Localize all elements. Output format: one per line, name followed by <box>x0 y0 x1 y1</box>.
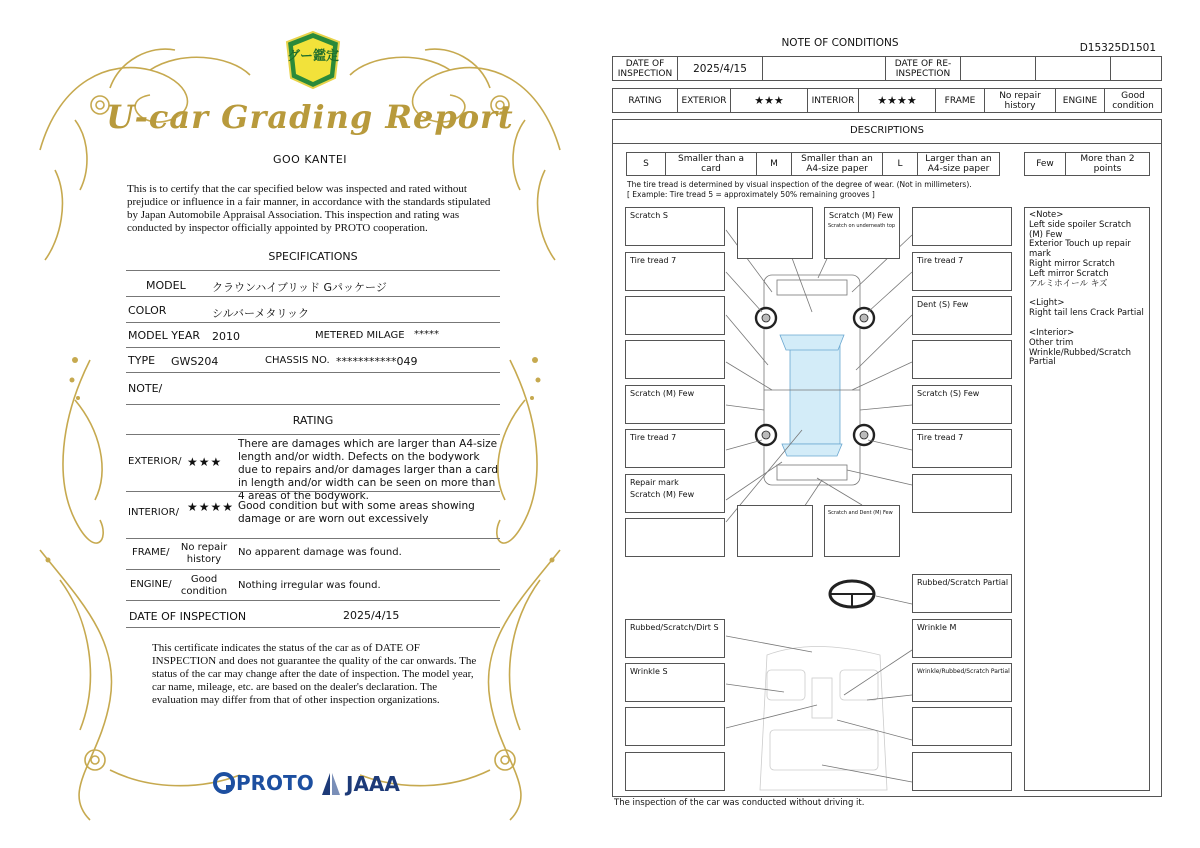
descriptions-heading: DESCRIPTIONS <box>612 119 1162 144</box>
exterior-box-l2: Tire tread 7 <box>625 252 725 291</box>
exterior-label: EXTERIOR <box>678 89 731 113</box>
interior-box-l1: Rubbed/Scratch/Dirt S <box>625 619 725 658</box>
interior-label: INTERIOR <box>808 89 859 113</box>
chassis-label: CHASSIS NO. <box>265 355 330 366</box>
light-item: Right tail lens Crack Partial <box>1029 308 1144 319</box>
note-item: Left mirror Scratch <box>1029 268 1109 279</box>
reinspection-value <box>961 57 1036 81</box>
exterior-box-b1 <box>737 505 813 557</box>
note-item: Left side spoiler Scratch (M) Few <box>1029 219 1132 240</box>
interior-stars: ★★★★ <box>187 500 235 514</box>
engine-label: ENGINE/ <box>130 579 172 590</box>
car-rear-bumper <box>777 465 847 480</box>
badge-text: グー鑑定 <box>286 49 340 64</box>
front-left-seat <box>767 670 805 700</box>
specifications-heading: SPECIFICATIONS <box>268 250 358 263</box>
interior-box-l3 <box>625 707 725 746</box>
inspection-date-table <box>612 56 1162 81</box>
exterior-box-r1: Tire tread 7 <box>912 252 1012 291</box>
light-heading: <Light> <box>1029 298 1065 309</box>
interior-label: INTERIOR/ <box>128 507 179 518</box>
frame-label: FRAME/ <box>132 547 170 558</box>
legend-few-desc: More than 2 points <box>1066 153 1150 176</box>
date-of-reinspection-label: DATE OF RE-INSPECTION <box>886 57 961 81</box>
engine-value: Good condition <box>1105 89 1162 113</box>
car-rear-window <box>782 444 842 456</box>
exterior-box-r3 <box>912 340 1012 379</box>
exterior-box-r5: Tire tread 7 <box>912 429 1012 468</box>
jaaa-logo-icon <box>320 771 342 797</box>
date-of-inspection-value: 2025/4/15 <box>343 609 400 622</box>
interior-box-l2: Wrinkle S <box>625 663 725 702</box>
exterior-box-t3: Scratch (M) Few Scratch on underneath top <box>824 207 900 259</box>
exterior-box-l4 <box>625 340 725 379</box>
interior-box-r4 <box>912 707 1012 746</box>
proto-logo <box>213 771 314 795</box>
size-legend <box>626 152 1000 176</box>
exterior-box-l1: Scratch S <box>625 207 725 246</box>
legend-m-desc: Smaller than an A4-size paper <box>792 153 883 176</box>
exterior-description: There are damages which are larger than A4-size length and/or width. Defects on the bodywork due to repairs and/or damages larger than a card in length and/or width can be seen on more than 4 areas of the bodywork. <box>238 438 498 502</box>
certificate-subtitle: GOO KANTEI <box>272 153 348 166</box>
jaaa-logo <box>320 771 400 797</box>
tire-example: [ Example: Tire tread 5 = approximately 50% remaining grooves ] <box>627 190 875 199</box>
exterior-box-l7: Repair mark Scratch (M) Few <box>625 474 725 513</box>
center-console <box>812 678 832 718</box>
rating-label: RATING <box>613 89 678 113</box>
blank-cell <box>1036 57 1111 81</box>
engine-value: Good condition <box>180 574 228 597</box>
frame-value: No repair history <box>180 542 228 565</box>
note-item: Right mirror Scratch <box>1029 258 1115 269</box>
car-windshield <box>780 335 844 350</box>
rating-table <box>612 88 1162 113</box>
few-legend <box>1024 152 1150 176</box>
legend-few: Few <box>1025 153 1066 176</box>
rear-bench-seat <box>770 730 878 770</box>
interior-heading: <Interior> <box>1029 327 1075 338</box>
exterior-label: EXTERIOR/ <box>128 456 182 467</box>
interior-box-r2: Wrinkle M <box>912 619 1012 658</box>
frame-description: No apparent damage was found. <box>238 547 402 558</box>
metered-mileage-label: METERED MILAGE <box>315 330 405 341</box>
model-year-value: 2010 <box>212 330 240 343</box>
proto-logo-text: PROTO <box>236 771 314 795</box>
exterior-stars: ★★★ <box>187 455 223 469</box>
exterior-box-t1 <box>737 207 813 259</box>
certificate-intro: This is to certify that the car specified below was inspected and rated without prejudice or influence in a fair manner, in accordance with the standards stipulated by Japan Automobile Appraisal Association. This inspection and rating was conducted by inspector officially appointed by PROTO cooperation. <box>127 183 491 234</box>
type-value: GWS204 <box>171 355 219 368</box>
exterior-box-r2: Dent (S) Few <box>912 296 1012 335</box>
interior-box-r5 <box>912 752 1012 791</box>
exterior-box-r6 <box>912 474 1012 513</box>
exterior-box-l8 <box>625 518 725 557</box>
blank-cell <box>763 57 886 81</box>
date-of-inspection-value: 2025/4/15 <box>678 57 763 81</box>
note-item: Exterior Touch up repair mark <box>1029 239 1131 260</box>
date-of-inspection-label: DATE OF INSPECTION <box>129 610 247 623</box>
exterior-stars: ★★★ <box>731 89 808 113</box>
note-heading: <Note> <box>1029 210 1064 220</box>
interior-stars: ★★★★ <box>859 89 936 113</box>
tire-note: The tire tread is determined by visual inspection of the degree of wear. (Not in millimeters). <box>627 180 972 189</box>
notes-panel <box>1024 207 1150 791</box>
note-label: NOTE/ <box>128 382 163 395</box>
legend-m: M <box>757 153 792 176</box>
date-of-inspection-label: DATE OF INSPECTION <box>613 57 678 81</box>
interior-item: Other trim <box>1029 337 1074 348</box>
metered-mileage-value: ***** <box>414 329 439 340</box>
note-item: アルミホイール キズ <box>1029 278 1108 289</box>
rating-heading: RATING <box>292 414 334 427</box>
exterior-box-b3: Scratch and Dent (M) Few <box>824 505 900 557</box>
type-label: TYPE <box>128 354 156 367</box>
legend-l: L <box>883 153 918 176</box>
legend-s-desc: Smaller than a card <box>666 153 757 176</box>
jaaa-logo-text: JAAA <box>346 772 400 796</box>
model-year-label: MODEL YEAR <box>128 329 201 342</box>
exterior-box-r4: Scratch (S) Few <box>912 385 1012 424</box>
model-value: クラウンハイブリッド Gパッケージ <box>212 281 387 294</box>
interior-description: Good condition but with some areas showing damage or are worn out excessively <box>238 500 475 525</box>
engine-description: Nothing irregular was found. <box>238 580 381 591</box>
chassis-value: ***********049 <box>336 355 418 368</box>
exterior-box-r0 <box>912 207 1012 246</box>
certificate-title: U-car Grading Report <box>106 98 514 136</box>
interior-item: Wrinkle/Rubbed/Scratch Partial <box>1029 347 1131 368</box>
frame-value: No repair history <box>985 89 1056 113</box>
proto-logo-icon <box>213 772 235 794</box>
legend-s: S <box>627 153 666 176</box>
certificate-footer-note: This certificate indicates the status of the car as of DATE OF INSPECTION and does not guarantee the quality of the car onwards. The status of the car may change after the date of inspection. The model year, car name, mileage, etc. are based on the dealer's declaration. The evaluation may differ from that of other inspection organizations. <box>152 642 477 706</box>
blank-cell <box>1111 57 1162 81</box>
goo-kantei-badge-icon <box>283 30 343 90</box>
exterior-box-l6: Tire tread 7 <box>625 429 725 468</box>
exterior-box-l3 <box>625 296 725 335</box>
interior-box-r3: Wrinkle/Rubbed/Scratch Partial <box>912 663 1012 702</box>
sheet-title: NOTE OF CONDITIONS <box>781 37 899 49</box>
car-front-grille <box>777 280 847 295</box>
sheet-id: D15325D1501 <box>1079 42 1156 54</box>
color-label: COLOR <box>128 304 167 317</box>
exterior-box-l5: Scratch (M) Few <box>625 385 725 424</box>
sheet-footer-note: The inspection of the car was conducted without driving it. <box>614 798 865 808</box>
color-value: シルバーメタリック <box>212 307 309 320</box>
legend-l-desc: Larger than an A4-size paper <box>918 153 1000 176</box>
car-roof-glass <box>790 340 840 444</box>
model-label: MODEL <box>146 279 186 292</box>
interior-box-l4 <box>625 752 725 791</box>
engine-label: ENGINE <box>1056 89 1105 113</box>
interior-box-r1: Rubbed/Scratch Partial <box>912 574 1012 613</box>
frame-label: FRAME <box>936 89 985 113</box>
